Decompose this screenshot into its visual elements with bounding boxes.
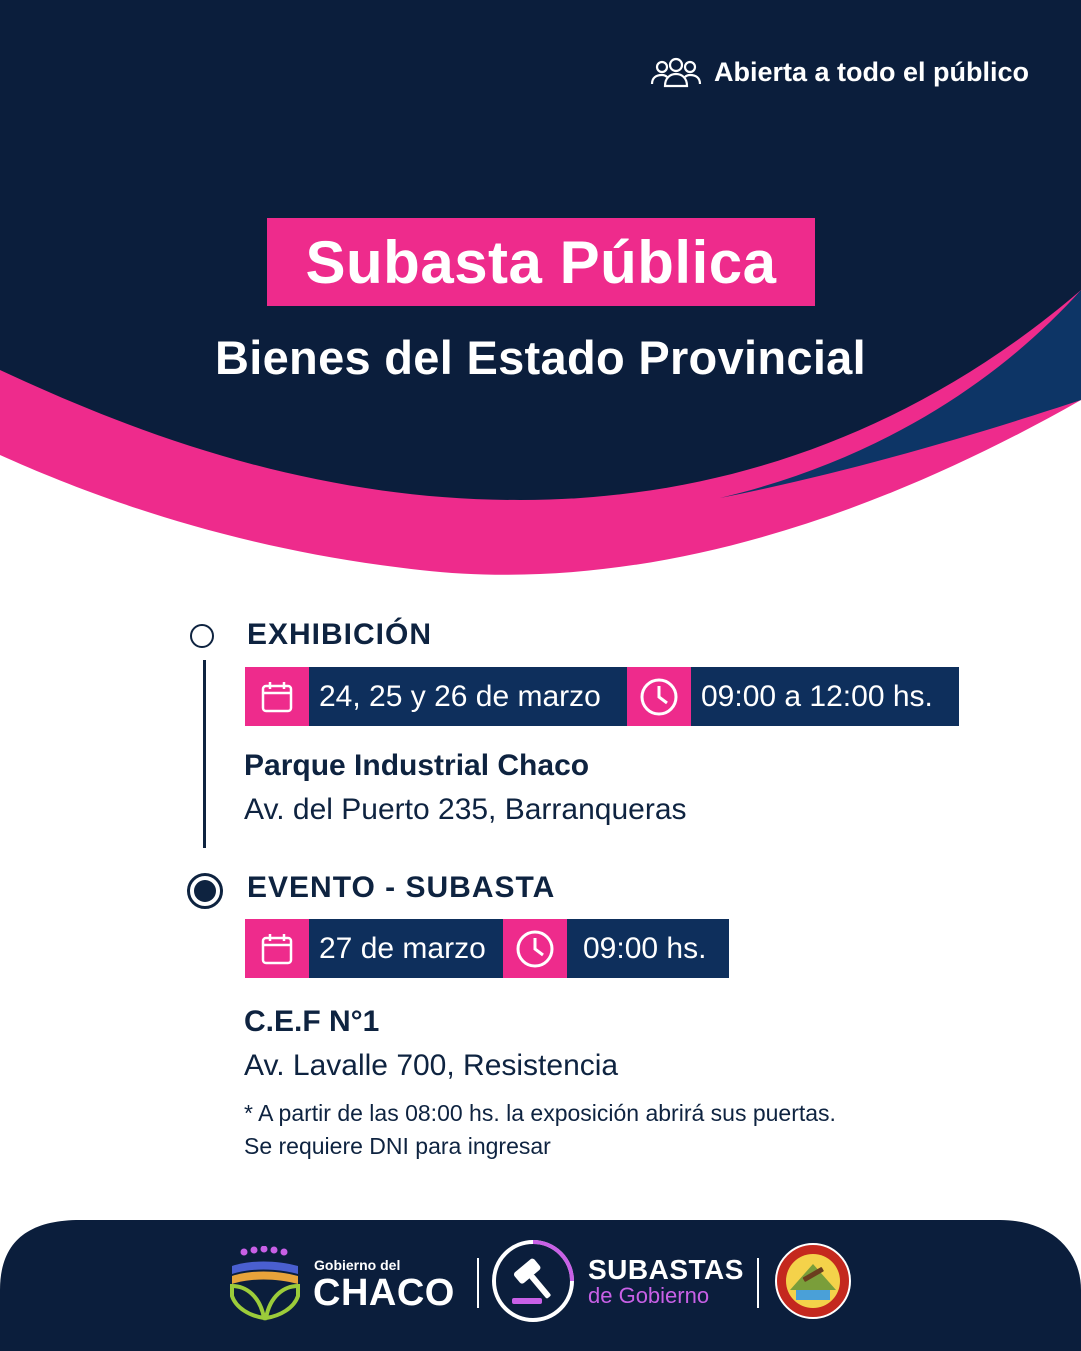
chaco-label-small: Gobierno del	[314, 1257, 401, 1273]
exhibition-place: Parque Industrial Chaco	[244, 749, 590, 782]
timeline-line	[203, 660, 206, 848]
event-place: C.E.F N°1	[244, 1005, 380, 1038]
clock-icon	[503, 919, 567, 978]
event-address: Av. Lavalle 700, Resistencia	[244, 1049, 619, 1082]
subastas-title: SUBASTAS	[588, 1254, 744, 1285]
people-icon	[650, 56, 702, 88]
chaco-label-big: CHACO	[313, 1272, 455, 1314]
exhibition-heading: EXHIBICIÓN	[247, 618, 433, 651]
footer-divider	[477, 1258, 479, 1308]
clock-icon	[627, 667, 691, 726]
timeline-dot-event	[187, 873, 223, 909]
subastas-subtitle: de Gobierno	[588, 1283, 710, 1308]
event-heading: EVENTO - SUBASTA	[247, 871, 556, 904]
page-subtitle: Bienes del Estado Provincial	[215, 331, 866, 384]
exhibition-schedule-bar	[245, 667, 959, 726]
chaco-logo	[230, 1246, 300, 1322]
exhibition-hours: 09:00 a 12:00 hs.	[691, 667, 959, 726]
event-note: * A partir de las 08:00 hs. la exposición abrirá sus puertas. Se requiere DNI para ingresar	[244, 1100, 836, 1159]
public-badge	[650, 56, 1029, 88]
martilleros-seal	[774, 1242, 852, 1320]
event-hours: 09:00 hs.	[567, 919, 729, 978]
gavel-logo	[490, 1238, 576, 1324]
page-title: Subasta Pública	[267, 218, 815, 306]
footer-divider	[757, 1258, 759, 1308]
exhibition-dates: 24, 25 y 26 de marzo	[309, 667, 627, 726]
calendar-icon	[245, 919, 309, 978]
exhibition-address: Av. del Puerto 235, Barranqueras	[244, 793, 687, 826]
event-dates: 27 de marzo	[309, 919, 503, 978]
timeline-dot-exhibition	[190, 624, 214, 648]
event-schedule-bar	[245, 919, 729, 978]
calendar-icon	[245, 667, 309, 726]
public-badge-text: Abierta a todo el público	[713, 56, 1029, 87]
